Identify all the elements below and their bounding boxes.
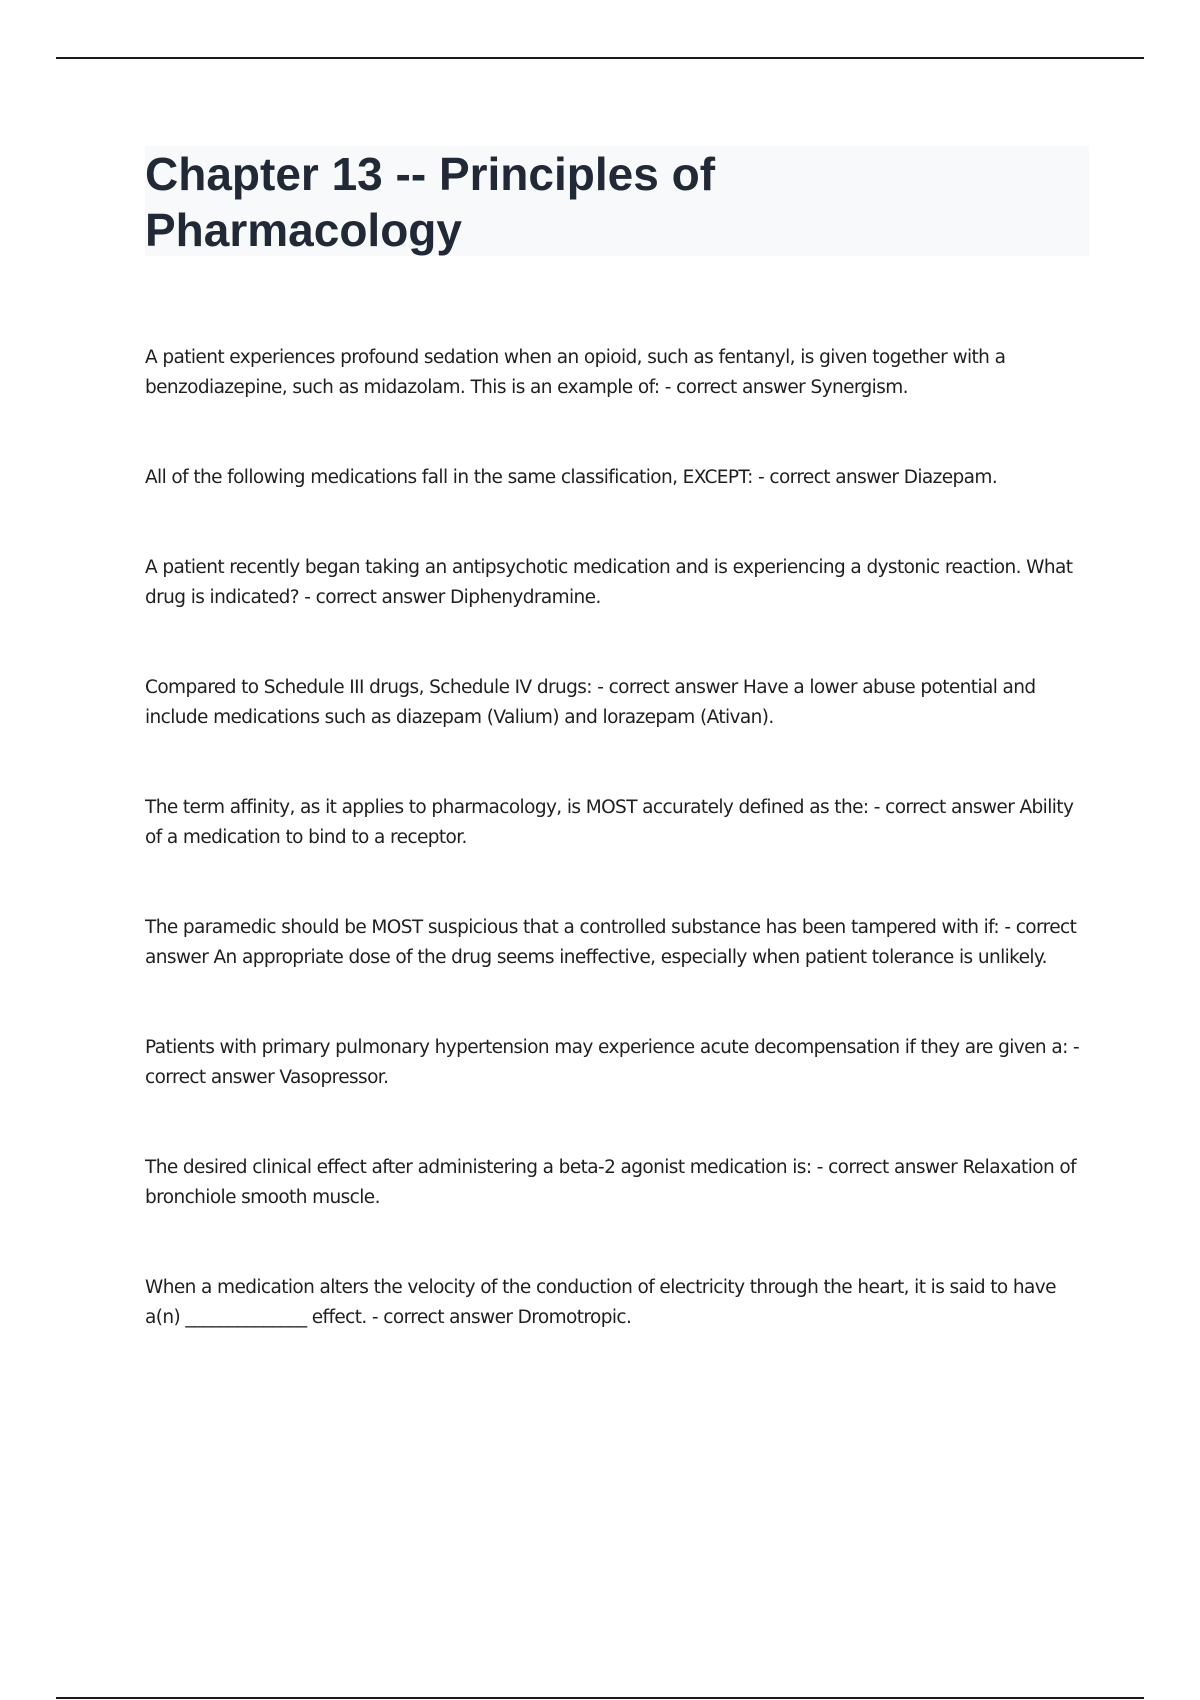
qa-item: Compared to Schedule III drugs, Schedule IV drugs: - correct answer Have a lower abuse potential and include medications such as diazepam (Valium) and lorazepam (Ativan).: [145, 677, 1036, 728]
qa-item: Patients with primary pulmonary hypertension may experience acute decompensation if they are given a: - correct answer Vasopressor.: [145, 1037, 1080, 1088]
qa-list: [145, 343, 1090, 1333]
header-rule: [56, 57, 1144, 59]
qa-item: The term affinity, as it applies to pharmacology, is MOST accurately defined as the: - correct answer Ability of a medication to bind to a receptor.: [145, 797, 1074, 848]
qa-item: The paramedic should be MOST suspicious that a controlled substance has been tampered with if: - correct answer An appropriate dose of the drug seems ineffective, especially when patient tolerance is unlikely.: [145, 917, 1077, 968]
title-block: [145, 146, 1089, 256]
footer-rule: [56, 1697, 1144, 1699]
qa-item: When a medication alters the velocity of the conduction of electricity through the heart, it is said to have a(n) ______________ effect. - correct answer Dromotropic.: [145, 1277, 1056, 1328]
qa-item: A patient recently began taking an antipsychotic medication and is experiencing a dystonic reaction. What drug is indicated? - correct answer Diphenydramine.: [145, 557, 1073, 608]
page-title: Chapter 13 -- Principles of Pharmacology: [145, 148, 716, 256]
qa-item: The desired clinical effect after administering a beta-2 agonist medication is: - correct answer Relaxation of bronchiole smooth muscle.: [145, 1157, 1076, 1208]
qa-item: A patient experiences profound sedation when an opioid, such as fentanyl, is given together with a benzodiazepine, such as midazolam. This is an example of: - correct answer Synergism.: [145, 347, 1006, 398]
qa-item: All of the following medications fall in the same classification, EXCEPT: - correct answer Diazepam.: [145, 467, 998, 488]
